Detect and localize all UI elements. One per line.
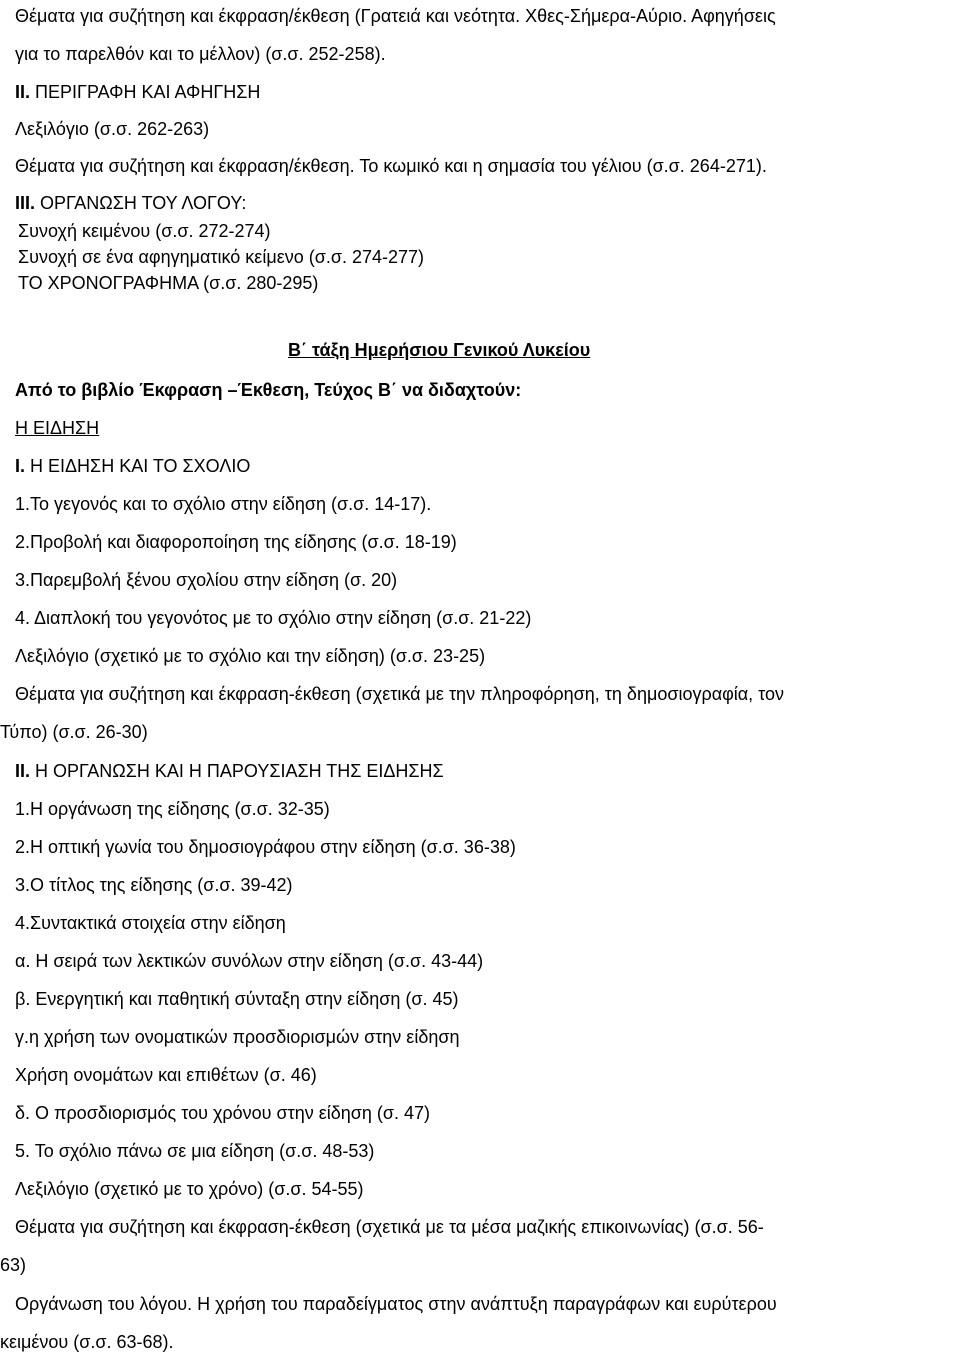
intro-paragraph-line2: για το παρελθόν και το μέλλον) (σ.σ. 252-258). xyxy=(15,44,386,64)
organization-line-1: Οργάνωση του λόγου. Η χρήση του παραδείγματος στην ανάπτυξη παραγράφων και ευρύτερου xyxy=(15,1294,777,1314)
sub-item: δ. Ο προσδιορισμός του χρόνου στην είδηση (σ. 47) xyxy=(15,1103,431,1123)
vocabulary-line: Λεξιλόγιο (σχετικό με το σχόλιο και την είδηση) (σ.σ. 23-25) xyxy=(15,646,486,666)
part-heading-2 xyxy=(15,760,444,782)
sub-item: γ.η χρήση των ονοματικών προσδιορισμών στην είδηση xyxy=(15,1027,460,1047)
list-item: 4.Συντακτικά στοιχεία στην είδηση xyxy=(15,913,286,933)
section-number: ΙΙΙ. xyxy=(15,193,36,213)
class-heading: Β΄ τάξη Ημερήσιου Γενικού Λυκείου xyxy=(288,340,591,360)
vocabulary-line: Λεξιλόγιο (σ.σ. 262-263) xyxy=(15,119,210,139)
part-title: Η ΟΡΓΑΝΩΣΗ ΚΑΙ Η ΠΑΡΟΥΣΙΑΣΗ ΤΗΣ ΕΙΔΗΣΗΣ xyxy=(35,761,444,781)
topics-line-2: 63) xyxy=(0,1255,27,1275)
section-title: ΟΡΓΑΝΩΣΗ ΤΟΥ ΛΟΓΟΥ: xyxy=(40,193,247,213)
topics-line-1: Θέματα για συζήτηση και έκφραση-έκθεση (σχετικά με την πληροφόρηση, τη δημοσιογραφία, τον xyxy=(15,684,785,704)
book-line: Από το βιβλίο Έκφραση –Έκθεση, Τεύχος Β΄ να διδαχτούν: xyxy=(15,380,522,400)
chronicle-line: ΤΟ ΧΡΟΝΟΓΡΑΦΗΜΑ (σ.σ. 280-295) xyxy=(18,273,319,293)
organization-line-2: κειμένου (σ.σ. 63-68). xyxy=(0,1332,174,1352)
section-title: ΠΕΡΙΓΡΑΦΗ ΚΑΙ ΑΦΗΓΗΣΗ xyxy=(35,82,261,102)
part-number: Ι. xyxy=(15,456,26,476)
list-item: 3.Παρεμβολή ξένου σχολίου στην είδηση (σ. 20) xyxy=(15,570,398,590)
sub-item: β. Ενεργητική και παθητική σύνταξη στην είδηση (σ. 45) xyxy=(15,989,459,1009)
list-item: 4. Διαπλοκή του γεγονότος με το σχόλιο στην είδηση (σ.σ. 21-22) xyxy=(15,608,532,628)
topics-line-1: Θέματα για συζήτηση και έκφραση-έκθεση (σχετικά με τα μέσα μαζικής επικοινωνίας) (σ.σ. 56- xyxy=(15,1217,764,1237)
cohesion-line-2: Συνοχή σε ένα αφηγηματικό κείμενο (σ.σ. 274-277) xyxy=(18,247,425,267)
intro-paragraph-line1: Θέματα για συζήτηση και έκφραση/έκθεση (Γρατειά και νεότητα. Χθες-Σήμερα-Αύριο. Αφηγήσεις xyxy=(15,6,776,26)
cohesion-line-1: Συνοχή κειμένου (σ.σ. 272-274) xyxy=(18,221,271,241)
list-item: 1.Η οργάνωση της είδησης (σ.σ. 32-35) xyxy=(15,799,330,819)
part-title: Η ΕΙΔΗΣΗ ΚΑΙ ΤΟ ΣΧΟΛΙΟ xyxy=(30,456,251,476)
topics-line: Θέματα για συζήτηση και έκφραση/έκθεση. Το κωμικό και η σημασία του γέλιου (σ.σ. 264-271). xyxy=(15,156,767,176)
list-item: 2.Η οπτική γωνία του δημοσιογράφου στην είδηση (σ.σ. 36-38) xyxy=(15,837,516,857)
topics-line-2: Τύπο) (σ.σ. 26-30) xyxy=(0,722,148,742)
part-heading-1 xyxy=(15,455,250,477)
sub-item-continuation: Χρήση ονομάτων και επιθέτων (σ. 46) xyxy=(15,1065,317,1085)
list-item: 2.Προβολή και διαφοροποίηση της είδησης (σ.σ. 18-19) xyxy=(15,532,457,552)
sub-item: α. Η σειρά των λεκτικών συνόλων στην είδηση (σ.σ. 43-44) xyxy=(15,951,484,971)
news-heading: Η ΕΙΔΗΣΗ xyxy=(15,418,100,438)
list-item: 5. Το σχόλιο πάνω σε μια είδηση (σ.σ. 48-53) xyxy=(15,1141,375,1161)
section-heading-3 xyxy=(15,192,246,214)
part-number: ΙΙ. xyxy=(15,761,31,781)
section-number: ΙΙ. xyxy=(15,82,31,102)
vocabulary-line: Λεξιλόγιο (σχετικό με το χρόνο) (σ.σ. 54-55) xyxy=(15,1179,364,1199)
list-item: 1.Το γεγονός και το σχόλιο στην είδηση (σ.σ. 14-17). xyxy=(15,494,432,514)
list-item: 3.Ο τίτλος της είδησης (σ.σ. 39-42) xyxy=(15,875,293,895)
section-heading-2 xyxy=(15,81,260,103)
